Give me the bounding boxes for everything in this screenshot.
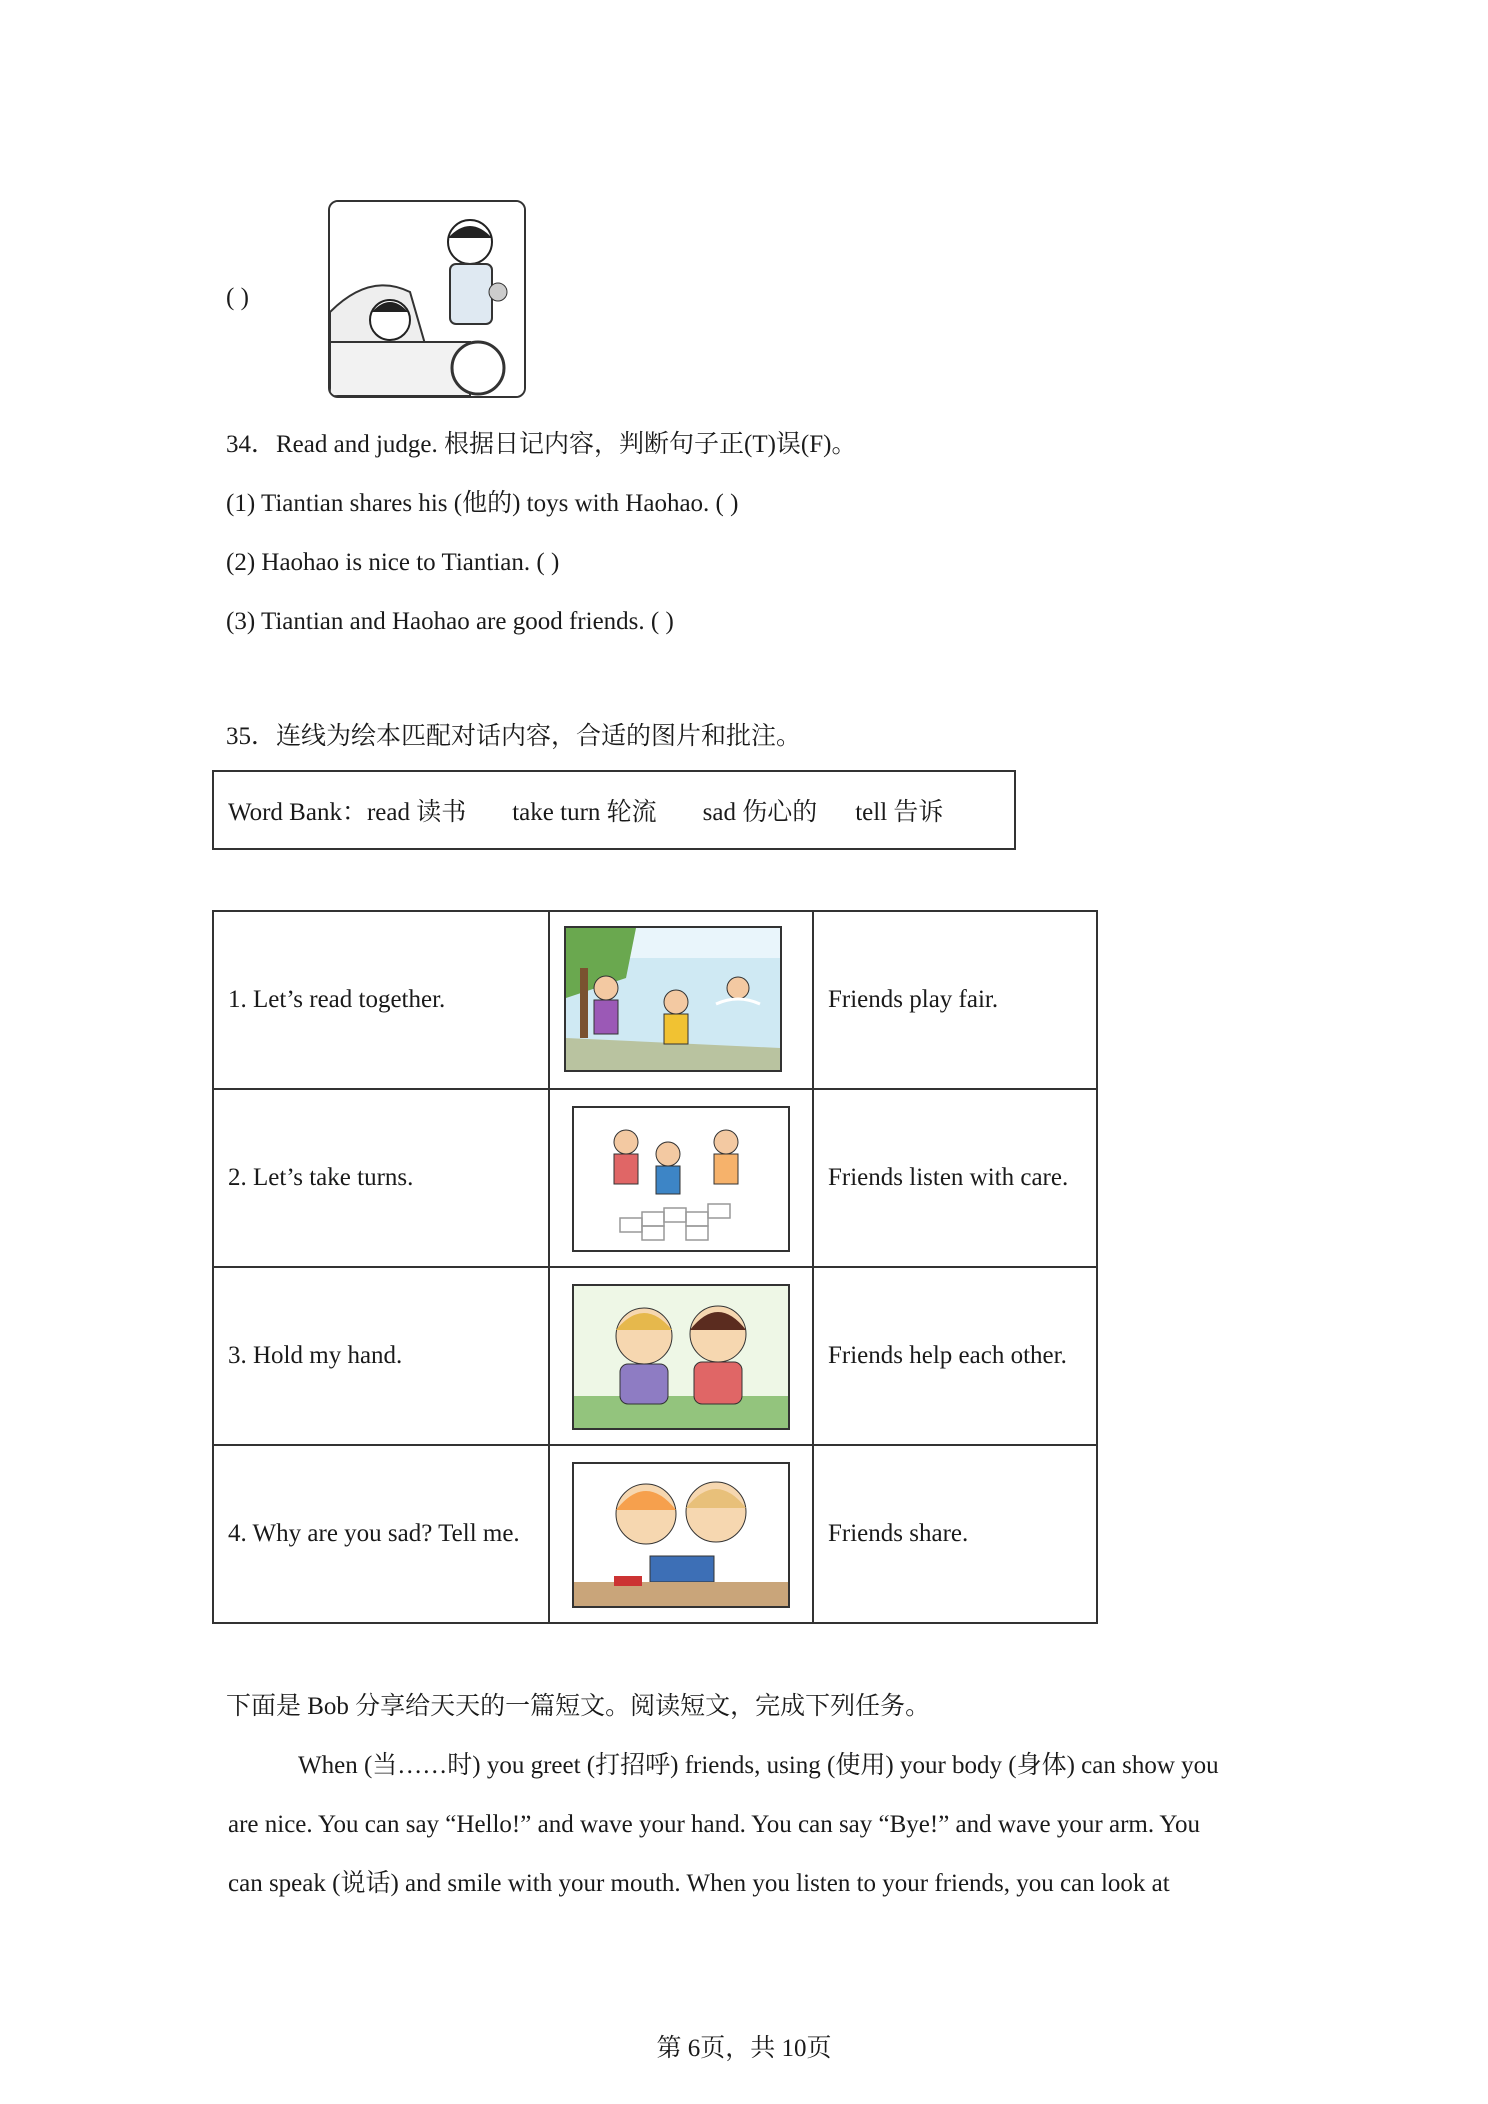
table-row	[213, 911, 1097, 1089]
word-bank-label: Word Bank：	[228, 799, 367, 826]
word-bank-entry: take turn 轮流	[512, 799, 657, 826]
q34-item-3: (3) Tiantian and Haohao are good friends. ( )	[226, 608, 674, 635]
word-bank-entry: read 读书	[366, 799, 467, 826]
passage-text: are nice. You can say “Hello!” and wave your hand. You can say “Bye!” and wave your arm. You	[228, 1811, 1200, 1838]
note-cell[interactable]: Friends play fair.	[813, 911, 1097, 1089]
passage-line-1	[228, 1751, 1276, 1781]
q34-heading: 34．Read and judge. 根据日记内容，判断句子正(T)误(F)。	[226, 431, 857, 458]
hopscotch-picture	[572, 1106, 790, 1252]
picture-cell[interactable]	[549, 1089, 813, 1267]
page-number: 第 6页，共 10页	[656, 2035, 832, 2062]
dialogue-cell[interactable]: 2. Let’s take turns.	[213, 1089, 549, 1267]
picture-cell[interactable]	[549, 1267, 813, 1445]
reading-intro: 下面是 Bob 分享给天天的一篇短文。阅读短文，完成下列任务。	[226, 1693, 931, 1720]
word-bank-entry: tell 告诉	[855, 799, 944, 826]
reading-together-picture	[572, 1462, 790, 1608]
passage-line-3	[228, 1869, 1276, 1899]
note-cell[interactable]: Friends listen with care.	[813, 1089, 1097, 1267]
passage-text: can speak (说话) and smile with your mouth. When you listen to your friends, you can look at	[228, 1870, 1170, 1897]
word-bank	[212, 770, 1016, 850]
picture-cell[interactable]	[549, 911, 813, 1089]
comforting-friend-picture	[572, 1284, 790, 1430]
answer-blank[interactable]: ( )	[226, 284, 249, 311]
river-rescue-picture	[564, 926, 782, 1072]
note-cell[interactable]: Friends help each other.	[813, 1267, 1097, 1445]
table-row	[213, 1267, 1097, 1445]
dialogue-cell[interactable]: 4. Why are you sad? Tell me.	[213, 1445, 549, 1623]
word-bank-entry: sad 伤心的	[702, 799, 818, 826]
table-row	[213, 1445, 1097, 1623]
picture-cell[interactable]	[549, 1445, 813, 1623]
hospital-visit-picture	[328, 200, 526, 398]
passage-text: When (当……时) you greet (打招呼) friends, using (使用) your body (身体) can show you	[298, 1752, 1219, 1779]
passage-line-2	[228, 1810, 1276, 1840]
matching-table	[212, 910, 1098, 1624]
dialogue-cell[interactable]: 3. Hold my hand.	[213, 1267, 549, 1445]
dialogue-cell[interactable]: 1. Let’s read together.	[213, 911, 549, 1089]
note-cell[interactable]: Friends share.	[813, 1445, 1097, 1623]
table-row	[213, 1089, 1097, 1267]
q34-item-1: (1) Tiantian shares his (他的) toys with Haohao. ( )	[226, 490, 739, 517]
q34-item-2: (2) Haohao is nice to Tiantian. ( )	[226, 549, 560, 576]
q35-heading: 35．连线为绘本匹配对话内容，合适的图片和批注。	[226, 723, 802, 750]
